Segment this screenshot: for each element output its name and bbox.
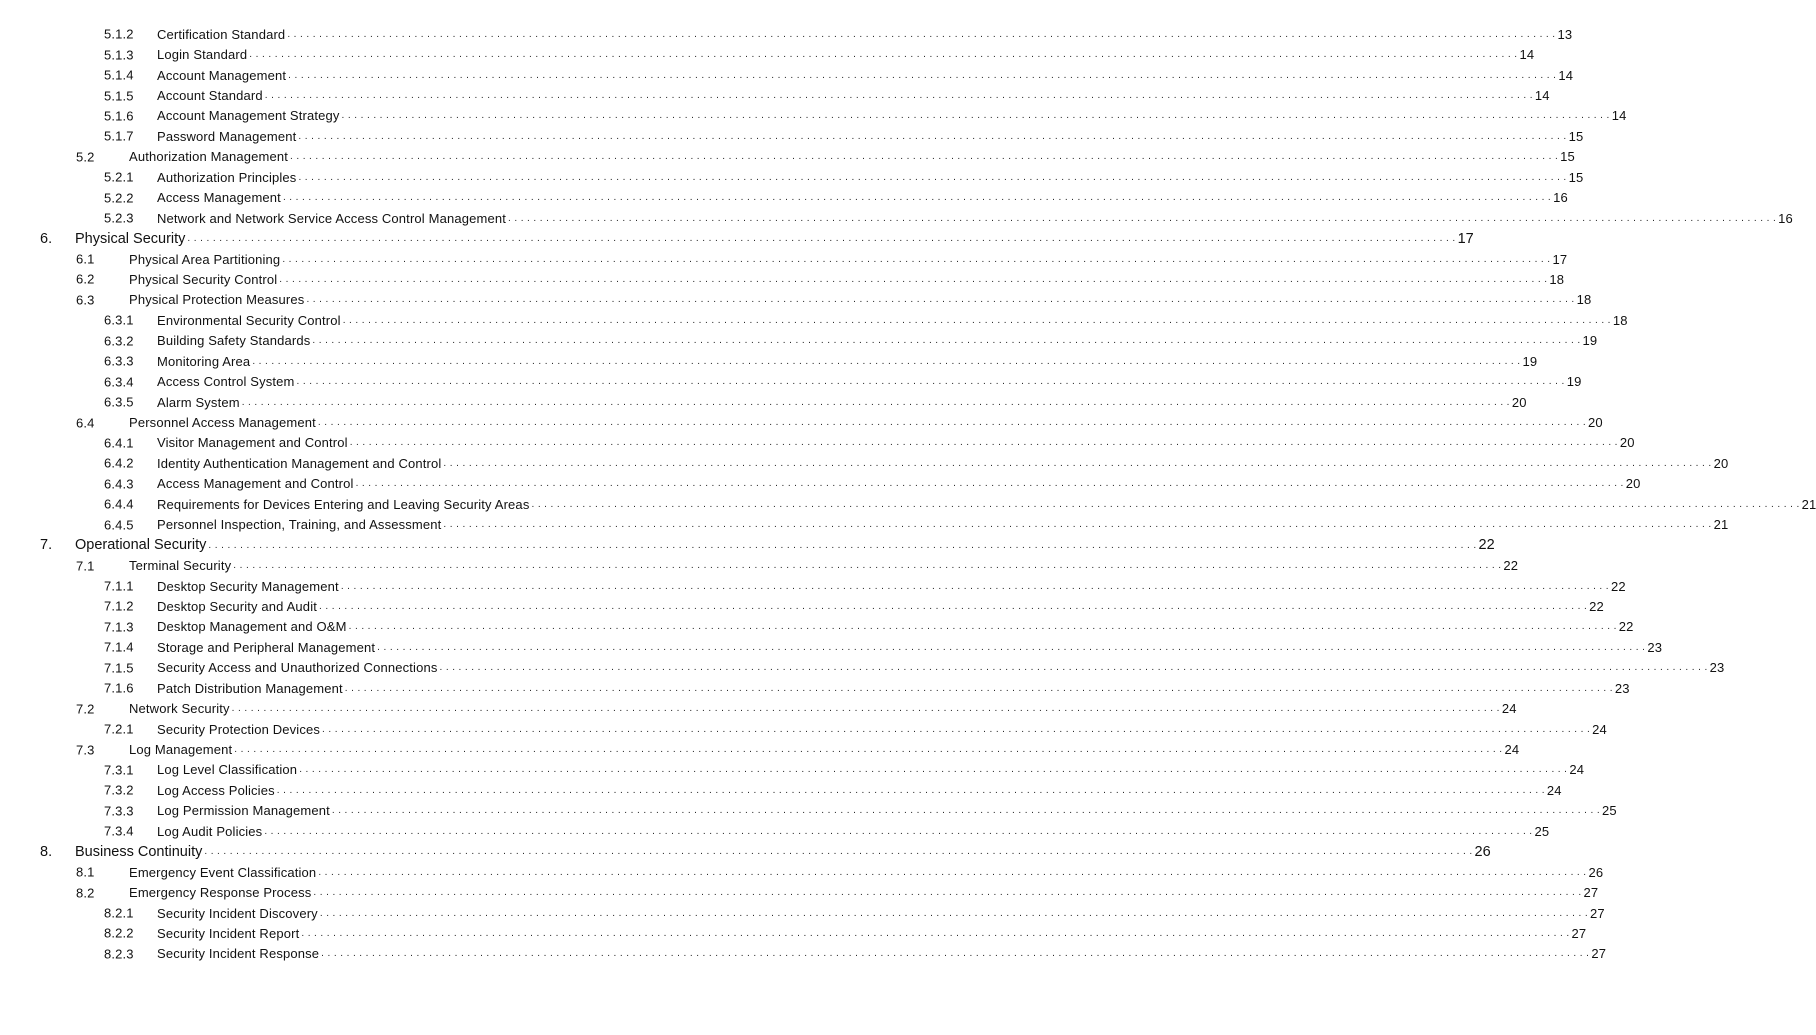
toc-entry-title: Desktop Security and Audit — [157, 598, 317, 614]
dot-leader: . . . . . . . . . . . . . . . . . . . . . . . . . . . . . . . . . . . . . . . . . . . . . . . . . . . . . . . . . . . . . . . . . . . . . . . . . . . . . . . . . . . . . . . . . . . . . . . . . . . . . . . . . . . . . . . . . . . . . . . . . . . . . . . . . . . . . . . . . . . . . . . . . . . . . . . . . . . . . . . . . . . . . . . . . . . . . . . . . . . . . . . . . . . . . . . . . . . . . . . . — [233, 560, 1502, 572]
toc-entry-page-number: 15 — [1560, 149, 1575, 165]
toc-entry-line — [157, 801, 1617, 821]
toc-entry-title: Security Protection Devices — [157, 721, 321, 737]
toc-entry-line — [157, 515, 1729, 535]
toc-entry-number: 7.3.3 — [104, 803, 134, 819]
toc-entry[interactable] — [0, 555, 1519, 575]
toc-entry-line — [157, 903, 1605, 923]
toc-entry-line — [157, 596, 1604, 616]
toc-entry-page-number: 20 — [1713, 455, 1729, 471]
dot-leader: . . . . . . . . . . . . . . . . . . . . . . . . . . . . . . . . . . . . . . . . . . . . . . . . . . . . . . . . . . . . . . . . . . . . . . . . . . . . . . . . . . . . . . . . . . . . . . . . . . . . . . . . . . . . . . . . . . . . . . . . . . . . . . . . . . . . . . . . . . . . . . . . . . . . . . . . . . . . . . . . . . . . . . . . . . . . . . . . . . . . . . . . . . . . . . . . . . . . . . . . — [331, 805, 1600, 817]
toc-entry-line — [157, 106, 1627, 126]
toc-entry[interactable] — [0, 331, 1598, 351]
toc-entry[interactable] — [0, 821, 1550, 841]
toc-entry-title: Physical Security — [75, 230, 186, 247]
dot-leader: . . . . . . . . . . . . . . . . . . . . . . . . . . . . . . . . . . . . . . . . . . . . . . . . . . . . . . . . . . . . . . . . . . . . . . . . . . . . . . . . . . . . . . . . . . . . . . . . . . . . . . . . . . . . . . . . . . . . . . . . . . . . . . . . . . . . . . . . . . . . . . . . . . . . . . . . . . . . . . . . . . . . . . . . . . . . . . . . . . . . . . . . . . . . . . . . . . . . . . . . — [507, 212, 1777, 224]
toc-entry-number: 6.3.5 — [104, 394, 134, 410]
toc-entry[interactable] — [0, 310, 1628, 330]
toc-entry-title: Terminal Security — [129, 558, 232, 574]
toc-entry-page-number: 23 — [1647, 639, 1663, 655]
dot-leader: . . . . . . . . . . . . . . . . . . . . . . . . . . . . . . . . . . . . . . . . . . . . . . . . . . . . . . . . . . . . . . . . . . . . . . . . . . . . . . . . . . . . . . . . . . . . . . . . . . . . . . . . . . . . . . . . . . . . . . . . . . . . . . . . . . . . . . . . . . . . . . . . . . . . . . . . . . . . . . . . . . . . . . . . . . . . . . . . . . . . . . . . . . . . . . . . . . . . . . . . — [341, 110, 1610, 122]
toc-entry-line — [157, 494, 1816, 514]
toc-entry[interactable] — [0, 208, 1793, 228]
toc-entry-number: 7.2 — [76, 701, 95, 717]
toc-entry-number: 6. — [40, 230, 53, 247]
toc-entry-number: 6.4.3 — [104, 476, 134, 492]
toc-entry-line — [129, 412, 1603, 432]
toc-entry-title: Physical Protection Measures — [129, 292, 305, 308]
toc-entry-line — [157, 351, 1538, 371]
toc-entry[interactable] — [0, 719, 1607, 739]
toc-entry-page-number: 20 — [1625, 476, 1641, 492]
dot-leader: . . . . . . . . . . . . . . . . . . . . . . . . . . . . . . . . . . . . . . . . . . . . . . . . . . . . . . . . . . . . . . . . . . . . . . . . . . . . . . . . . . . . . . . . . . . . . . . . . . . . . . . . . . . . . . . . . . . . . . . . . . . . . . . . . . . . . . . . . . . . . . . . . . . . . . . . . . . . . . . . . . . . . . . . . . . . . . . . . . . . . . . . . . . . . . . . . . . . . . . . — [313, 887, 1582, 899]
toc-entry-number: 5.1.5 — [104, 88, 134, 104]
toc-entry-title: Building Safety Standards — [157, 333, 311, 349]
toc-entry[interactable] — [0, 678, 1630, 698]
toc-entry[interactable] — [0, 862, 1604, 882]
toc-entry-number: 6.4 — [76, 415, 95, 431]
toc-entry-line — [75, 535, 1495, 555]
toc-entry-title: Security Incident Response — [157, 946, 320, 962]
dot-leader: . . . . . . . . . . . . . . . . . . . . . . . . . . . . . . . . . . . . . . . . . . . . . . . . . . . . . . . . . . . . . . . . . . . . . . . . . . . . . . . . . . . . . . . . . . . . . . . . . . . . . . . . . . . . . . . . . . . . . . . . . . . . . . . . . . . . . . . . . . . . . . . . . . . . . . . . . . . . . . . . . . . . . . . . . . . . . . . . . . . . . . . . . . . . . . . . . . . . . . . . — [443, 519, 1712, 531]
toc-entry-title: Alarm System — [157, 394, 240, 410]
dot-leader: . . . . . . . . . . . . . . . . . . . . . . . . . . . . . . . . . . . . . . . . . . . . . . . . . . . . . . . . . . . . . . . . . . . . . . . . . . . . . . . . . . . . . . . . . . . . . . . . . . . . . . . . . . . . . . . . . . . . . . . . . . . . . . . . . . . . . . . . . . . . . . . . . . . . . . . . . . . . . . . . . . . . . . . . . . . . . . . . . . . . . . . . . . . . . . . . . . . . . . . . — [289, 151, 1559, 163]
dot-leader: . . . . . . . . . . . . . . . . . . . . . . . . . . . . . . . . . . . . . . . . . . . . . . . . . . . . . . . . . . . . . . . . . . . . . . . . . . . . . . . . . . . . . . . . . . . . . . . . . . . . . . . . . . . . . . . . . . . . . . . . . . . . . . . . . . . . . . . . . . . . . . . . . . . . . . . . . . . . . . . . . . . . . . . . . . . . . . . . . . . . . . . . . . . . . . . . . . . . . . . . — [187, 233, 1456, 245]
dot-leader: . . . . . . . . . . . . . . . . . . . . . . . . . . . . . . . . . . . . . . . . . . . . . . . . . . . . . . . . . . . . . . . . . . . . . . . . . . . . . . . . . . . . . . . . . . . . . . . . . . . . . . . . . . . . . . . . . . . . . . . . . . . . . . . . . . . . . . . . . . . . . . . . . . . . . . . . . . . . . . . . . . . . . . . . . . . . . . . . . . . . . . . . . . . . . . . . . . . . . . . . — [322, 723, 1591, 735]
dot-leader: . . . . . . . . . . . . . . . . . . . . . . . . . . . . . . . . . . . . . . . . . . . . . . . . . . . . . . . . . . . . . . . . . . . . . . . . . . . . . . . . . . . . . . . . . . . . . . . . . . . . . . . . . . . . . . . . . . . . . . . . . . . . . . . . . . . . . . . . . . . . . . . . . . . . . . . . . . . . . . . . . . . . . . . . . . . . . . . . . . . . . . . . . . . . . . . . . . . . . . . . — [306, 294, 1575, 306]
dot-leader: . . . . . . . . . . . . . . . . . . . . . . . . . . . . . . . . . . . . . . . . . . . . . . . . . . . . . . . . . . . . . . . . . . . . . . . . . . . . . . . . . . . . . . . . . . . . . . . . . . . . . . . . . . . . . . . . . . . . . . . . . . . . . . . . . . . . . . . . . . . . . . . . . . . . . . . . . . . . . . . . . . . . . . . . . . . . . . . . . . . . . . . . . . . . . . . . . . . . . . . . — [319, 907, 1588, 919]
dot-leader: . . . . . . . . . . . . . . . . . . . . . . . . . . . . . . . . . . . . . . . . . . . . . . . . . . . . . . . . . . . . . . . . . . . . . . . . . . . . . . . . . . . . . . . . . . . . . . . . . . . . . . . . . . . . . . . . . . . . . . . . . . . . . . . . . . . . . . . . . . . . . . . . . . . . . . . . . . . . . . . . . . . . . . . . . . . . . . . . . . . . . . . . . . . . . . . . . . . . . . . . — [344, 682, 1613, 694]
toc-entry-page-number: 25 — [1534, 823, 1550, 839]
toc-entry-line — [157, 821, 1550, 841]
toc-entry-page-number: 22 — [1610, 578, 1626, 594]
toc-entry-page-number: 26 — [1588, 864, 1604, 880]
toc-entry-page-number: 21 — [1713, 517, 1729, 533]
toc-entry[interactable] — [0, 515, 1729, 535]
toc-entry-title: Access Management and Control — [157, 476, 354, 492]
toc-entry-title: Access Control System — [157, 374, 295, 390]
toc-entry-line — [129, 739, 1520, 759]
toc-entry-number: 7.1 — [76, 558, 95, 574]
toc-entry-number: 7.1.3 — [104, 619, 134, 635]
toc-entry-page-number: 21 — [1801, 496, 1816, 512]
toc-entry-page-number: 23 — [1709, 660, 1725, 676]
toc-entry-line — [157, 923, 1587, 943]
toc-entry-line — [75, 228, 1474, 248]
toc-entry[interactable] — [0, 147, 1575, 167]
dot-leader: . . . . . . . . . . . . . . . . . . . . . . . . . . . . . . . . . . . . . . . . . . . . . . . . . . . . . . . . . . . . . . . . . . . . . . . . . . . . . . . . . . . . . . . . . . . . . . . . . . . . . . . . . . . . . . . . . . . . . . . . . . . . . . . . . . . . . . . . . . . . . . . . . . . . . . . . . . . . . . . . . . . . . . . . . . . . . . . . . . . . . . . . . . . . . . . . . . . . . . . . — [531, 498, 1800, 510]
toc-entry-number: 8.2.2 — [104, 925, 134, 941]
toc-entry-title: Security Access and Unauthorized Connections — [157, 660, 438, 676]
toc-entry-line — [157, 780, 1562, 800]
toc-entry-page-number: 24 — [1569, 762, 1585, 778]
toc-entry[interactable] — [0, 392, 1527, 412]
toc-entry-line — [157, 944, 1607, 964]
toc-entry[interactable] — [0, 453, 1729, 473]
table-of-contents — [0, 24, 1816, 964]
dot-leader: . . . . . . . . . . . . . . . . . . . . . . . . . . . . . . . . . . . . . . . . . . . . . . . . . . . . . . . . . . . . . . . . . . . . . . . . . . . . . . . . . . . . . . . . . . . . . . . . . . . . . . . . . . . . . . . . . . . . . . . . . . . . . . . . . . . . . . . . . . . . . . . . . . . . . . . . . . . . . . . . . . . . . . . . . . . . . . . . . . . . . . . . . . . . . . . . . . . . . . . . — [231, 703, 1500, 715]
toc-entry[interactable] — [0, 290, 1592, 310]
dot-leader: . . . . . . . . . . . . . . . . . . . . . . . . . . . . . . . . . . . . . . . . . . . . . . . . . . . . . . . . . . . . . . . . . . . . . . . . . . . . . . . . . . . . . . . . . . . . . . . . . . . . . . . . . . . . . . . . . . . . . . . . . . . . . . . . . . . . . . . . . . . . . . . . . . . . . . . . . . . . . . . . . . . . . . . . . . . . . . . . . . . . . . . . . . . . . . . . . . . . . . . . — [282, 192, 1552, 204]
toc-entry[interactable] — [0, 167, 1584, 187]
dot-leader: . . . . . . . . . . . . . . . . . . . . . . . . . . . . . . . . . . . . . . . . . . . . . . . . . . . . . . . . . . . . . . . . . . . . . . . . . . . . . . . . . . . . . . . . . . . . . . . . . . . . . . . . . . . . . . . . . . . . . . . . . . . . . . . . . . . . . . . . . . . . . . . . . . . . . . . . . . . . . . . . . . . . . . . . . . . . . . . . . . . . . . . . . . . . . . . . . . . . . . . . — [234, 744, 1503, 756]
toc-entry-line — [75, 842, 1491, 862]
toc-entry-number: 5.1.6 — [104, 108, 134, 124]
toc-entry[interactable] — [0, 923, 1587, 943]
toc-entry-line — [157, 24, 1573, 44]
toc-entry-number: 5.1.7 — [104, 128, 134, 144]
dot-leader: . . . . . . . . . . . . . . . . . . . . . . . . . . . . . . . . . . . . . . . . . . . . . . . . . . . . . . . . . . . . . . . . . . . . . . . . . . . . . . . . . . . . . . . . . . . . . . . . . . . . . . . . . . . . . . . . . . . . . . . . . . . . . . . . . . . . . . . . . . . . . . . . . . . . . . . . . . . . . . . . . . . . . . . . . . . . . . . . . . . . . . . . . . . . . . . . . . . . . . . . — [287, 28, 1556, 40]
toc-entry[interactable] — [0, 944, 1607, 964]
dot-leader: . . . . . . . . . . . . . . . . . . . . . . . . . . . . . . . . . . . . . . . . . . . . . . . . . . . . . . . . . . . . . . . . . . . . . . . . . . . . . . . . . . . . . . . . . . . . . . . . . . . . . . . . . . . . . . . . . . . . . . . . . . . . . . . . . . . . . . . . . . . . . . . . . . . . . . . . . . . . . . . . . . . . . . . . . . . . . . . . . . . . . . . . . . . . . . . . . . . . . . . . — [276, 784, 1545, 796]
toc-entry-title: Log Audit Policies — [157, 823, 263, 839]
dot-leader: . . . . . . . . . . . . . . . . . . . . . . . . . . . . . . . . . . . . . . . . . . . . . . . . . . . . . . . . . . . . . . . . . . . . . . . . . . . . . . . . . . . . . . . . . . . . . . . . . . . . . . . . . . . . . . . . . . . . . . . . . . . . . . . . . . . . . . . . . . . . . . . . . . . . . . . . . . . . . . . . . . . . . . . . . . . . . . . . . . . . . . . . . . . . . . . . . . . . . . . . — [301, 927, 1570, 939]
toc-entry-line — [157, 760, 1585, 780]
dot-leader: . . . . . . . . . . . . . . . . . . . . . . . . . . . . . . . . . . . . . . . . . . . . . . . . . . . . . . . . . . . . . . . . . . . . . . . . . . . . . . . . . . . . . . . . . . . . . . . . . . . . . . . . . . . . . . . . . . . . . . . . . . . . . . . . . . . . . . . . . . . . . . . . . . . . . . . . . . . . . . . . . . . . . . . . . . . . . . . . . . . . . . . . . . . . . . . . . . . . . . . . — [282, 253, 1551, 265]
toc-entry-line — [157, 65, 1574, 85]
toc-entry-number: 6.4.2 — [104, 455, 134, 471]
toc-entry-number: 6.3.3 — [104, 353, 134, 369]
toc-entry-title: Visitor Management and Control — [157, 435, 348, 451]
toc-entry[interactable] — [0, 739, 1520, 759]
toc-entry[interactable] — [0, 65, 1574, 85]
toc-entry[interactable] — [0, 494, 1816, 514]
toc-entry-line — [157, 44, 1535, 64]
toc-entry-number: 8.2 — [76, 885, 95, 901]
toc-entry-page-number: 14 — [1519, 47, 1535, 63]
toc-entry-title: Monitoring Area — [157, 353, 251, 369]
toc-entry-number: 8.1 — [76, 864, 95, 880]
toc-entry-title: Desktop Security Management — [157, 578, 339, 594]
toc-entry-page-number: 17 — [1457, 230, 1474, 247]
toc-entry-page-number: 18 — [1612, 312, 1628, 328]
toc-entry-title: Login Standard — [157, 47, 248, 63]
toc-entry-page-number: 18 — [1576, 292, 1592, 308]
toc-entry-title: Desktop Management and O&M — [157, 619, 347, 635]
toc-entry-title: Physical Area Partitioning — [129, 251, 281, 267]
toc-entry-page-number: 18 — [1549, 271, 1565, 287]
toc-entry-line — [129, 862, 1604, 882]
dot-leader: . . . . . . . . . . . . . . . . . . . . . . . . . . . . . . . . . . . . . . . . . . . . . . . . . . . . . . . . . . . . . . . . . . . . . . . . . . . . . . . . . . . . . . . . . . . . . . . . . . . . . . . . . . . . . . . . . . . . . . . . . . . . . . . . . . . . . . . . . . . . . . . . . . . . . . . . . . . . . . . . . . . . . . . . . . . . . . . . . . . . . . . . . . . . . . . . . . . . . . . . — [241, 396, 1510, 408]
toc-entry[interactable] — [0, 44, 1535, 64]
toc-entry-page-number: 24 — [1501, 701, 1517, 717]
toc-entry-number: 5.2 — [76, 149, 95, 165]
toc-entry-line — [157, 637, 1663, 657]
toc-entry-title: Log Level Classification — [157, 762, 298, 778]
toc-entry[interactable] — [0, 24, 1573, 44]
toc-entry-line — [157, 188, 1568, 208]
toc-entry-title: Business Continuity — [75, 843, 203, 860]
toc-entry-number: 6.3.4 — [104, 374, 134, 390]
toc-entry-line — [157, 719, 1607, 739]
toc-entry-number: 6.4.4 — [104, 496, 134, 512]
toc-entry-number: 5.2.3 — [104, 210, 134, 226]
toc-entry-title: Account Standard — [157, 88, 263, 104]
dot-leader: . . . . . . . . . . . . . . . . . . . . . . . . . . . . . . . . . . . . . . . . . . . . . . . . . . . . . . . . . . . . . . . . . . . . . . . . . . . . . . . . . . . . . . . . . . . . . . . . . . . . . . . . . . . . . . . . . . . . . . . . . . . . . . . . . . . . . . . . . . . . . . . . . . . . . . . . . . . . . . . . . . . . . . . . . . . . . . . . . . . . . . . . . . . . . . . . . . . . . . . . — [439, 662, 1708, 674]
toc-entry-title: Password Management — [157, 128, 297, 144]
toc-entry-line — [157, 658, 1725, 678]
toc-entry-number: 5.2.2 — [104, 190, 134, 206]
toc-entry-number: 7.1.4 — [104, 639, 134, 655]
toc-entry-page-number: 19 — [1582, 333, 1598, 349]
toc-entry-page-number: 16 — [1778, 210, 1793, 226]
dot-leader: . . . . . . . . . . . . . . . . . . . . . . . . . . . . . . . . . . . . . . . . . . . . . . . . . . . . . . . . . . . . . . . . . . . . . . . . . . . . . . . . . . . . . . . . . . . . . . . . . . . . . . . . . . . . . . . . . . . . . . . . . . . . . . . . . . . . . . . . . . . . . . . . . . . . . . . . . . . . . . . . . . . . . . . . . . . . . . . . . . . . . . . . . . . . . . . . . . . . . . . . — [319, 600, 1588, 612]
toc-entry-title: Log Management — [129, 742, 233, 758]
toc-entry-title: Emergency Event Classification — [129, 864, 317, 880]
toc-entry-page-number: 13 — [1557, 26, 1573, 42]
toc-entry-line — [157, 474, 1641, 494]
toc-entry[interactable] — [0, 903, 1605, 923]
toc-entry-number: 7.3.4 — [104, 823, 134, 839]
toc-entry-number: 6.4.1 — [104, 435, 134, 451]
toc-entry[interactable] — [0, 85, 1550, 105]
toc-entry-number: 7.1.2 — [104, 598, 134, 614]
toc-entry-number: 6.1 — [76, 251, 95, 267]
toc-entry[interactable] — [0, 126, 1584, 146]
toc-entry-title: Patch Distribution Management — [157, 680, 343, 696]
toc-entry[interactable] — [0, 106, 1627, 126]
toc-entry-title: Certification Standard — [157, 26, 286, 42]
toc-entry[interactable] — [0, 842, 1491, 862]
toc-entry-line — [129, 269, 1565, 289]
toc-entry-number: 7.3.1 — [104, 762, 134, 778]
toc-entry[interactable] — [0, 371, 1582, 391]
toc-entry-page-number: 22 — [1618, 619, 1634, 635]
dot-leader: . . . . . . . . . . . . . . . . . . . . . . . . . . . . . . . . . . . . . . . . . . . . . . . . . . . . . . . . . . . . . . . . . . . . . . . . . . . . . . . . . . . . . . . . . . . . . . . . . . . . . . . . . . . . . . . . . . . . . . . . . . . . . . . . . . . . . . . . . . . . . . . . . . . . . . . . . . . . . . . . . . . . . . . . . . . . . . . . . . . . . . . . . . . . . . . . . . . . . . . . — [208, 539, 1477, 551]
dot-leader: . . . . . . . . . . . . . . . . . . . . . . . . . . . . . . . . . . . . . . . . . . . . . . . . . . . . . . . . . . . . . . . . . . . . . . . . . . . . . . . . . . . . . . . . . . . . . . . . . . . . . . . . . . . . . . . . . . . . . . . . . . . . . . . . . . . . . . . . . . . . . . . . . . . . . . . . . . . . . . . . . . . . . . . . . . . . . . . . . . . . . . . . . . . . . . . . . . . . . . . . — [299, 764, 1568, 776]
toc-entry-line — [129, 555, 1519, 575]
dot-leader: . . . . . . . . . . . . . . . . . . . . . . . . . . . . . . . . . . . . . . . . . . . . . . . . . . . . . . . . . . . . . . . . . . . . . . . . . . . . . . . . . . . . . . . . . . . . . . . . . . . . . . . . . . . . . . . . . . . . . . . . . . . . . . . . . . . . . . . . . . . . . . . . . . . . . . . . . . . . . . . . . . . . . . . . . . . . . . . . . . . . . . . . . . . . . . . . . . . . . . . . — [312, 335, 1581, 347]
dot-leader: . . . . . . . . . . . . . . . . . . . . . . . . . . . . . . . . . . . . . . . . . . . . . . . . . . . . . . . . . . . . . . . . . . . . . . . . . . . . . . . . . . . . . . . . . . . . . . . . . . . . . . . . . . . . . . . . . . . . . . . . . . . . . . . . . . . . . . . . . . . . . . . . . . . . . . . . . . . . . . . . . . . . . . . . . . . . . . . . . . . . . . . . . . . . . . . . . . . . . . . . — [348, 621, 1617, 633]
toc-entry-title: Personnel Access Management — [129, 415, 316, 431]
toc-entry[interactable] — [0, 780, 1562, 800]
toc-entry-page-number: 27 — [1590, 905, 1605, 921]
dot-leader: . . . . . . . . . . . . . . . . . . . . . . . . . . . . . . . . . . . . . . . . . . . . . . . . . . . . . . . . . . . . . . . . . . . . . . . . . . . . . . . . . . . . . . . . . . . . . . . . . . . . . . . . . . . . . . . . . . . . . . . . . . . . . . . . . . . . . . . . . . . . . . . . . . . . . . . . . . . . . . . . . . . . . . . . . . . . . . . . . . . . . . . . . . . . . . . . . . . . . . . . — [264, 825, 1533, 837]
toc-entry-number: 5.1.2 — [104, 26, 134, 42]
toc-entry-title: Physical Security Control — [129, 271, 278, 287]
toc-entry-title: Log Access Policies — [157, 782, 275, 798]
toc-entry-page-number: 15 — [1568, 128, 1584, 144]
toc-entry-number: 5.2.1 — [104, 169, 134, 185]
toc-entry[interactable] — [0, 412, 1603, 432]
toc-entry[interactable] — [0, 698, 1517, 718]
toc-entry-page-number: 15 — [1568, 169, 1584, 185]
toc-entry-title: Network and Network Service Access Control Management — [157, 210, 506, 226]
dot-leader: . . . . . . . . . . . . . . . . . . . . . . . . . . . . . . . . . . . . . . . . . . . . . . . . . . . . . . . . . . . . . . . . . . . . . . . . . . . . . . . . . . . . . . . . . . . . . . . . . . . . . . . . . . . . . . . . . . . . . . . . . . . . . . . . . . . . . . . . . . . . . . . . . . . . . . . . . . . . . . . . . . . . . . . . . . . . . . . . . . . . . . . . . . . . . . . . . . . . . . . . — [321, 948, 1590, 960]
dot-leader: . . . . . . . . . . . . . . . . . . . . . . . . . . . . . . . . . . . . . . . . . . . . . . . . . . . . . . . . . . . . . . . . . . . . . . . . . . . . . . . . . . . . . . . . . . . . . . . . . . . . . . . . . . . . . . . . . . . . . . . . . . . . . . . . . . . . . . . . . . . . . . . . . . . . . . . . . . . . . . . . . . . . . . . . . . . . . . . . . . . . . . . . . . . . . . . . . . . . . . . . — [377, 641, 1646, 653]
toc-entry-title: Requirements for Devices Entering and Leaving Security Areas — [157, 496, 530, 512]
dot-leader: . . . . . . . . . . . . . . . . . . . . . . . . . . . . . . . . . . . . . . . . . . . . . . . . . . . . . . . . . . . . . . . . . . . . . . . . . . . . . . . . . . . . . . . . . . . . . . . . . . . . . . . . . . . . . . . . . . . . . . . . . . . . . . . . . . . . . . . . . . . . . . . . . . . . . . . . . . . . . . . . . . . . . . . . . . . . . . . . . . . . . . . . . . . . . . . . . . . . . . . . — [355, 478, 1624, 490]
toc-entry-page-number: 22 — [1503, 558, 1519, 574]
toc-entry-line — [129, 882, 1599, 902]
toc-entry-line — [157, 208, 1793, 228]
toc-entry-number: 7.1.5 — [104, 660, 134, 676]
toc-entry[interactable] — [0, 433, 1635, 453]
toc-entry-number: 7.3 — [76, 742, 95, 758]
toc-entry-page-number: 20 — [1619, 435, 1635, 451]
toc-entry-page-number: 19 — [1522, 353, 1538, 369]
toc-entry-number: 7. — [40, 537, 53, 554]
toc-entry-number: 6.2 — [76, 271, 95, 287]
toc-entry-page-number: 24 — [1504, 742, 1520, 758]
toc-entry-line — [129, 698, 1517, 718]
dot-leader: . . . . . . . . . . . . . . . . . . . . . . . . . . . . . . . . . . . . . . . . . . . . . . . . . . . . . . . . . . . . . . . . . . . . . . . . . . . . . . . . . . . . . . . . . . . . . . . . . . . . . . . . . . . . . . . . . . . . . . . . . . . . . . . . . . . . . . . . . . . . . . . . . . . . . . . . . . . . . . . . . . . . . . . . . . . . . . . . . . . . . . . . . . . . . . . . . . . . . . . . — [288, 69, 1557, 81]
toc-entry-number: 8. — [40, 843, 53, 860]
toc-entry-line — [157, 126, 1584, 146]
toc-entry-page-number: 14 — [1611, 108, 1627, 124]
toc-entry-number: 5.1.4 — [104, 67, 134, 83]
toc-entry-title: Operational Security — [75, 537, 207, 554]
dot-leader: . . . . . . . . . . . . . . . . . . . . . . . . . . . . . . . . . . . . . . . . . . . . . . . . . . . . . . . . . . . . . . . . . . . . . . . . . . . . . . . . . . . . . . . . . . . . . . . . . . . . . . . . . . . . . . . . . . . . . . . . . . . . . . . . . . . . . . . . . . . . . . . . . . . . . . . . . . . . . . . . . . . . . . . . . . . . . . . . . . . . . . . . . . . . . . . . . . . . . . . . — [318, 866, 1587, 878]
toc-entry-number: 6.4.5 — [104, 517, 134, 533]
toc-entry[interactable] — [0, 576, 1626, 596]
toc-entry-title: Security Incident Discovery — [157, 905, 318, 921]
dot-leader: . . . . . . . . . . . . . . . . . . . . . . . . . . . . . . . . . . . . . . . . . . . . . . . . . . . . . . . . . . . . . . . . . . . . . . . . . . . . . . . . . . . . . . . . . . . . . . . . . . . . . . . . . . . . . . . . . . . . . . . . . . . . . . . . . . . . . . . . . . . . . . . . . . . . . . . . . . . . . . . . . . . . . . . . . . . . . . . . . . . . . . . . . . . . . . . . . . . . . . . . — [279, 273, 1548, 285]
toc-entry-number: 7.3.2 — [104, 782, 134, 798]
toc-entry-line — [157, 576, 1626, 596]
toc-entry[interactable] — [0, 658, 1725, 678]
toc-entry-page-number: 19 — [1566, 374, 1582, 390]
toc-entry-page-number: 24 — [1592, 721, 1607, 737]
toc-entry-line — [157, 433, 1635, 453]
toc-entry-number: 6.3 — [76, 292, 95, 308]
toc-entry[interactable] — [0, 228, 1474, 248]
toc-entry-page-number: 26 — [1474, 843, 1491, 860]
toc-entry-number: 7.2.1 — [104, 721, 134, 737]
toc-entry-line — [157, 453, 1729, 473]
toc-entry-title: Authorization Management — [129, 149, 288, 165]
toc-entry[interactable] — [0, 637, 1663, 657]
toc-entry-page-number: 14 — [1534, 88, 1550, 104]
toc-entry-title: Storage and Peripheral Management — [157, 639, 376, 655]
toc-entry-title: Account Management — [157, 67, 287, 83]
toc-entry-page-number: 27 — [1583, 885, 1599, 901]
dot-leader: . . . . . . . . . . . . . . . . . . . . . . . . . . . . . . . . . . . . . . . . . . . . . . . . . . . . . . . . . . . . . . . . . . . . . . . . . . . . . . . . . . . . . . . . . . . . . . . . . . . . . . . . . . . . . . . . . . . . . . . . . . . . . . . . . . . . . . . . . . . . . . . . . . . . . . . . . . . . . . . . . . . . . . . . . . . . . . . . . . . . . . . . . . . . . . . . . . . . . . . . — [252, 355, 1521, 367]
toc-entry-title: Access Management — [157, 190, 281, 206]
toc-entry-number: 7.1.1 — [104, 578, 134, 594]
toc-entry-number: 5.1.3 — [104, 47, 134, 63]
toc-entry[interactable] — [0, 617, 1634, 637]
toc-entry-line — [157, 617, 1634, 637]
toc-entry-page-number: 23 — [1614, 680, 1630, 696]
toc-entry-title: Personnel Inspection, Training, and Assessment — [157, 517, 442, 533]
toc-entry-page-number: 27 — [1591, 946, 1607, 962]
toc-entry-line — [129, 147, 1575, 167]
toc-entry-number: 8.2.1 — [104, 905, 134, 921]
toc-entry-number: 8.2.3 — [104, 946, 134, 962]
toc-entry-page-number: 20 — [1511, 394, 1527, 410]
toc-entry[interactable] — [0, 801, 1617, 821]
toc-entry[interactable] — [0, 760, 1585, 780]
toc-entry-title: Log Permission Management — [157, 803, 330, 819]
toc-entry-page-number: 25 — [1602, 803, 1617, 819]
toc-entry-title: Emergency Response Process — [129, 885, 312, 901]
toc-entry-line — [129, 290, 1592, 310]
toc-entry-title: Authorization Principles — [157, 169, 297, 185]
toc-entry-page-number: 22 — [1589, 598, 1604, 614]
toc-entry-title: Security Incident Report — [157, 925, 300, 941]
toc-entry-line — [129, 249, 1568, 269]
toc-entry-line — [157, 310, 1628, 330]
toc-entry-page-number: 22 — [1478, 537, 1495, 554]
toc-entry[interactable] — [0, 269, 1565, 289]
dot-leader: . . . . . . . . . . . . . . . . . . . . . . . . . . . . . . . . . . . . . . . . . . . . . . . . . . . . . . . . . . . . . . . . . . . . . . . . . . . . . . . . . . . . . . . . . . . . . . . . . . . . . . . . . . . . . . . . . . . . . . . . . . . . . . . . . . . . . . . . . . . . . . . . . . . . . . . . . . . . . . . . . . . . . . . . . . . . . . . . . . . . . . . . . . . . . . . . . . . . . . . . — [317, 417, 1587, 429]
toc-entry-line — [157, 371, 1582, 391]
toc-entry-page-number: 24 — [1546, 782, 1562, 798]
dot-leader: . . . . . . . . . . . . . . . . . . . . . . . . . . . . . . . . . . . . . . . . . . . . . . . . . . . . . . . . . . . . . . . . . . . . . . . . . . . . . . . . . . . . . . . . . . . . . . . . . . . . . . . . . . . . . . . . . . . . . . . . . . . . . . . . . . . . . . . . . . . . . . . . . . . . . . . . . . . . . . . . . . . . . . . . . . . . . . . . . . . . . . . . . . . . . . . . . . . . . . . . — [349, 437, 1618, 449]
toc-entry-title: Environmental Security Control — [157, 312, 341, 328]
toc-entry-page-number: 14 — [1558, 67, 1574, 83]
toc-entry-line — [157, 85, 1550, 105]
toc-entry-number: 6.3.1 — [104, 312, 134, 328]
toc-entry[interactable] — [0, 474, 1641, 494]
toc-entry-line — [157, 392, 1527, 412]
toc-entry[interactable] — [0, 596, 1604, 616]
toc-entry-title: Identity Authentication Management and Control — [157, 455, 442, 471]
toc-entry[interactable] — [0, 535, 1495, 555]
toc-entry-page-number: 27 — [1571, 925, 1587, 941]
toc-entry[interactable] — [0, 882, 1599, 902]
toc-entry-page-number: 20 — [1588, 415, 1603, 431]
toc-entry[interactable] — [0, 249, 1568, 269]
dot-leader: . . . . . . . . . . . . . . . . . . . . . . . . . . . . . . . . . . . . . . . . . . . . . . . . . . . . . . . . . . . . . . . . . . . . . . . . . . . . . . . . . . . . . . . . . . . . . . . . . . . . . . . . . . . . . . . . . . . . . . . . . . . . . . . . . . . . . . . . . . . . . . . . . . . . . . . . . . . . . . . . . . . . . . . . . . . . . . . . . . . . . . . . . . . . . . . . . . . . . . . . — [342, 314, 1611, 326]
toc-entry[interactable] — [0, 188, 1568, 208]
toc-entry-number: 6.3.2 — [104, 333, 134, 349]
toc-entry-page-number: 16 — [1553, 190, 1568, 206]
toc-entry-line — [157, 167, 1584, 187]
dot-leader: . . . . . . . . . . . . . . . . . . . . . . . . . . . . . . . . . . . . . . . . . . . . . . . . . . . . . . . . . . . . . . . . . . . . . . . . . . . . . . . . . . . . . . . . . . . . . . . . . . . . . . . . . . . . . . . . . . . . . . . . . . . . . . . . . . . . . . . . . . . . . . . . . . . . . . . . . . . . . . . . . . . . . . . . . . . . . . . . . . . . . . . . . . . . . . . . . . . . . . . . — [249, 49, 1518, 61]
dot-leader: . . . . . . . . . . . . . . . . . . . . . . . . . . . . . . . . . . . . . . . . . . . . . . . . . . . . . . . . . . . . . . . . . . . . . . . . . . . . . . . . . . . . . . . . . . . . . . . . . . . . . . . . . . . . . . . . . . . . . . . . . . . . . . . . . . . . . . . . . . . . . . . . . . . . . . . . . . . . . . . . . . . . . . . . . . . . . . . . . . . . . . . . . . . . . . . . . . . . . . . . — [264, 90, 1533, 102]
toc-entry-page-number: 17 — [1552, 251, 1568, 267]
dot-leader: . . . . . . . . . . . . . . . . . . . . . . . . . . . . . . . . . . . . . . . . . . . . . . . . . . . . . . . . . . . . . . . . . . . . . . . . . . . . . . . . . . . . . . . . . . . . . . . . . . . . . . . . . . . . . . . . . . . . . . . . . . . . . . . . . . . . . . . . . . . . . . . . . . . . . . . . . . . . . . . . . . . . . . . . . . . . . . . . . . . . . . . . . . . . . . . . . . . . . . . . — [204, 846, 1473, 858]
toc-entry-title: Network Security — [129, 701, 230, 717]
toc-entry-title: Account Management Strategy — [157, 108, 340, 124]
toc-entry-line — [157, 331, 1598, 351]
dot-leader: . . . . . . . . . . . . . . . . . . . . . . . . . . . . . . . . . . . . . . . . . . . . . . . . . . . . . . . . . . . . . . . . . . . . . . . . . . . . . . . . . . . . . . . . . . . . . . . . . . . . . . . . . . . . . . . . . . . . . . . . . . . . . . . . . . . . . . . . . . . . . . . . . . . . . . . . . . . . . . . . . . . . . . . . . . . . . . . . . . . . . . . . . . . . . . . . . . . . . . . . — [340, 580, 1609, 592]
dot-leader: . . . . . . . . . . . . . . . . . . . . . . . . . . . . . . . . . . . . . . . . . . . . . . . . . . . . . . . . . . . . . . . . . . . . . . . . . . . . . . . . . . . . . . . . . . . . . . . . . . . . . . . . . . . . . . . . . . . . . . . . . . . . . . . . . . . . . . . . . . . . . . . . . . . . . . . . . . . . . . . . . . . . . . . . . . . . . . . . . . . . . . . . . . . . . . . . . . . . . . . . — [443, 457, 1712, 469]
dot-leader: . . . . . . . . . . . . . . . . . . . . . . . . . . . . . . . . . . . . . . . . . . . . . . . . . . . . . . . . . . . . . . . . . . . . . . . . . . . . . . . . . . . . . . . . . . . . . . . . . . . . . . . . . . . . . . . . . . . . . . . . . . . . . . . . . . . . . . . . . . . . . . . . . . . . . . . . . . . . . . . . . . . . . . . . . . . . . . . . . . . . . . . . . . . . . . . . . . . . . . . . — [296, 376, 1565, 388]
dot-leader: . . . . . . . . . . . . . . . . . . . . . . . . . . . . . . . . . . . . . . . . . . . . . . . . . . . . . . . . . . . . . . . . . . . . . . . . . . . . . . . . . . . . . . . . . . . . . . . . . . . . . . . . . . . . . . . . . . . . . . . . . . . . . . . . . . . . . . . . . . . . . . . . . . . . . . . . . . . . . . . . . . . . . . . . . . . . . . . . . . . . . . . . . . . . . . . . . . . . . . . . — [298, 130, 1567, 142]
toc-entry-number: 7.1.6 — [104, 680, 134, 696]
toc-entry-line — [157, 678, 1630, 698]
dot-leader: . . . . . . . . . . . . . . . . . . . . . . . . . . . . . . . . . . . . . . . . . . . . . . . . . . . . . . . . . . . . . . . . . . . . . . . . . . . . . . . . . . . . . . . . . . . . . . . . . . . . . . . . . . . . . . . . . . . . . . . . . . . . . . . . . . . . . . . . . . . . . . . . . . . . . . . . . . . . . . . . . . . . . . . . . . . . . . . . . . . . . . . . . . . . . . . . . . . . . . . . — [298, 171, 1567, 183]
toc-entry[interactable] — [0, 351, 1538, 371]
